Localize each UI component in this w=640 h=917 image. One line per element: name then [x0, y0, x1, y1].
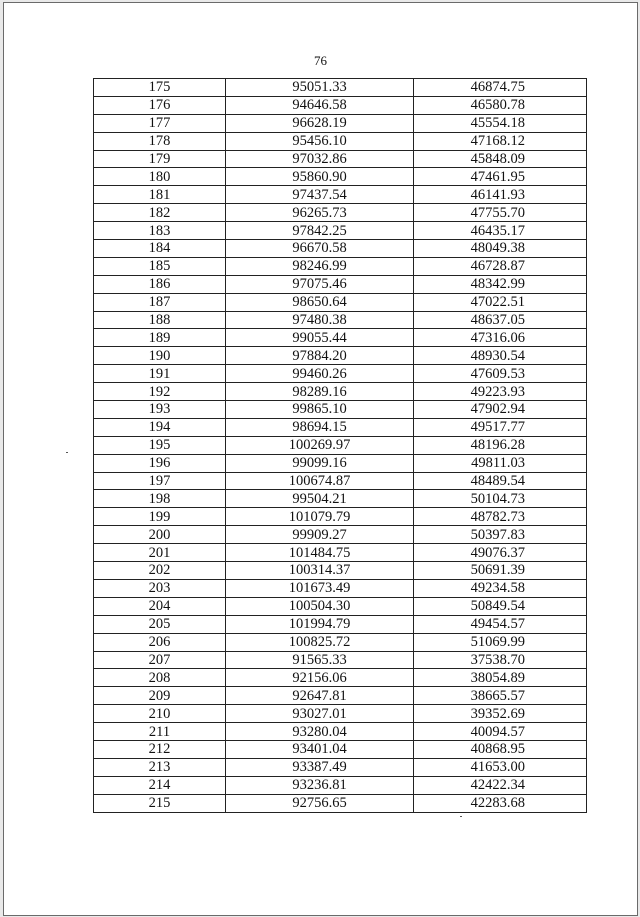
index-cell: 190 [94, 347, 226, 365]
value-cell-a: 96628.19 [226, 114, 414, 132]
value-cell-a: 93280.04 [226, 723, 414, 741]
index-cell: 202 [94, 562, 226, 580]
value-cell-b: 48782.73 [414, 508, 587, 526]
value-cell-a: 98650.64 [226, 293, 414, 311]
value-cell-a: 97075.46 [226, 275, 414, 293]
table-row [94, 168, 587, 186]
index-cell: 212 [94, 740, 226, 758]
table-row [94, 651, 587, 669]
index-cell: 182 [94, 204, 226, 222]
table-row [94, 597, 587, 615]
value-cell-b: 47022.51 [414, 293, 587, 311]
value-cell-a: 96265.73 [226, 204, 414, 222]
value-cell-b: 50691.39 [414, 562, 587, 580]
table-row [94, 311, 587, 329]
table-row [94, 472, 587, 490]
table-row [94, 633, 587, 651]
index-cell: 213 [94, 758, 226, 776]
value-cell-b: 37538.70 [414, 651, 587, 669]
table-row [94, 508, 587, 526]
index-cell: 180 [94, 168, 226, 186]
page-number: 76 [314, 53, 327, 68]
value-cell-b: 46435.17 [414, 222, 587, 240]
value-cell-a: 99460.26 [226, 365, 414, 383]
value-cell-a: 91565.33 [226, 651, 414, 669]
index-cell: 199 [94, 508, 226, 526]
value-cell-b: 50104.73 [414, 490, 587, 508]
index-cell: 215 [94, 794, 226, 812]
value-cell-b: 40094.57 [414, 723, 587, 741]
index-cell: 195 [94, 436, 226, 454]
index-cell: 183 [94, 222, 226, 240]
table-row [94, 365, 587, 383]
value-cell-b: 46874.75 [414, 79, 587, 97]
value-cell-a: 98246.99 [226, 257, 414, 275]
document-page [3, 2, 638, 916]
index-cell: 197 [94, 472, 226, 490]
index-cell: 187 [94, 293, 226, 311]
value-cell-a: 101079.79 [226, 508, 414, 526]
index-cell: 185 [94, 257, 226, 275]
value-cell-a: 93401.04 [226, 740, 414, 758]
table-row [94, 79, 587, 97]
table-row [94, 740, 587, 758]
value-cell-a: 93387.49 [226, 758, 414, 776]
value-cell-b: 50849.54 [414, 597, 587, 615]
value-cell-b: 49223.93 [414, 383, 587, 401]
table-row [94, 454, 587, 472]
index-cell: 201 [94, 544, 226, 562]
index-cell: 175 [94, 79, 226, 97]
table-row [94, 687, 587, 705]
value-cell-b: 49454.57 [414, 615, 587, 633]
table-row [94, 114, 587, 132]
value-cell-a: 93027.01 [226, 705, 414, 723]
value-cell-b: 48049.38 [414, 240, 587, 258]
value-cell-b: 48342.99 [414, 275, 587, 293]
value-cell-b: 41653.00 [414, 758, 587, 776]
table-row [94, 150, 587, 168]
value-cell-b: 47316.06 [414, 329, 587, 347]
value-cell-a: 95051.33 [226, 79, 414, 97]
table-row [94, 544, 587, 562]
value-cell-b: 48637.05 [414, 311, 587, 329]
scan-speck [66, 452, 68, 453]
index-cell: 177 [94, 114, 226, 132]
table-row [94, 293, 587, 311]
value-cell-b: 40868.95 [414, 740, 587, 758]
table-row [94, 562, 587, 580]
index-cell: 181 [94, 186, 226, 204]
value-cell-b: 47609.53 [414, 365, 587, 383]
value-cell-a: 97032.86 [226, 150, 414, 168]
table-row [94, 705, 587, 723]
value-cell-a: 98289.16 [226, 383, 414, 401]
table-row [94, 526, 587, 544]
value-cell-b: 50397.83 [414, 526, 587, 544]
value-cell-b: 48930.54 [414, 347, 587, 365]
value-cell-a: 97884.20 [226, 347, 414, 365]
value-cell-b: 48489.54 [414, 472, 587, 490]
index-cell: 194 [94, 418, 226, 436]
table-row [94, 329, 587, 347]
table-row [94, 383, 587, 401]
value-cell-a: 100269.97 [226, 436, 414, 454]
value-cell-a: 100825.72 [226, 633, 414, 651]
value-cell-b: 47902.94 [414, 401, 587, 419]
value-cell-b: 45554.18 [414, 114, 587, 132]
index-cell: 178 [94, 132, 226, 150]
value-cell-b: 48196.28 [414, 436, 587, 454]
value-cell-a: 92647.81 [226, 687, 414, 705]
value-cell-a: 94646.58 [226, 96, 414, 114]
value-cell-a: 99099.16 [226, 454, 414, 472]
value-cell-a: 100314.37 [226, 562, 414, 580]
value-cell-b: 49234.58 [414, 579, 587, 597]
value-cell-a: 101994.79 [226, 615, 414, 633]
scan-speck [460, 816, 462, 817]
table-row [94, 132, 587, 150]
index-cell: 214 [94, 776, 226, 794]
index-cell: 179 [94, 150, 226, 168]
value-cell-a: 99504.21 [226, 490, 414, 508]
table-row [94, 240, 587, 258]
value-cell-a: 92156.06 [226, 669, 414, 687]
table-row [94, 723, 587, 741]
index-cell: 193 [94, 401, 226, 419]
table-row [94, 579, 587, 597]
table-row [94, 204, 587, 222]
value-cell-b: 38054.89 [414, 669, 587, 687]
index-cell: 184 [94, 240, 226, 258]
index-cell: 208 [94, 669, 226, 687]
index-cell: 192 [94, 383, 226, 401]
index-cell: 196 [94, 454, 226, 472]
value-cell-b: 38665.57 [414, 687, 587, 705]
value-cell-b: 45848.09 [414, 150, 587, 168]
value-cell-a: 100504.30 [226, 597, 414, 615]
value-cell-a: 96670.58 [226, 240, 414, 258]
value-cell-b: 46728.87 [414, 257, 587, 275]
table-row [94, 794, 587, 812]
index-cell: 204 [94, 597, 226, 615]
index-cell: 205 [94, 615, 226, 633]
index-cell: 186 [94, 275, 226, 293]
table-row [94, 615, 587, 633]
value-cell-b: 47755.70 [414, 204, 587, 222]
table-body [94, 79, 587, 813]
value-cell-a: 99865.10 [226, 401, 414, 419]
value-cell-a: 97480.38 [226, 311, 414, 329]
value-cell-a: 95456.10 [226, 132, 414, 150]
index-cell: 191 [94, 365, 226, 383]
index-cell: 189 [94, 329, 226, 347]
value-cell-a: 97842.25 [226, 222, 414, 240]
table-row [94, 96, 587, 114]
value-cell-b: 42422.34 [414, 776, 587, 794]
data-table [93, 78, 587, 813]
value-cell-b: 49076.37 [414, 544, 587, 562]
value-cell-b: 49517.77 [414, 418, 587, 436]
value-cell-a: 99909.27 [226, 526, 414, 544]
value-cell-b: 46141.93 [414, 186, 587, 204]
value-cell-a: 95860.90 [226, 168, 414, 186]
index-cell: 209 [94, 687, 226, 705]
index-cell: 207 [94, 651, 226, 669]
index-cell: 198 [94, 490, 226, 508]
value-cell-a: 92756.65 [226, 794, 414, 812]
index-cell: 203 [94, 579, 226, 597]
value-cell-a: 97437.54 [226, 186, 414, 204]
value-cell-a: 101673.49 [226, 579, 414, 597]
table-row [94, 186, 587, 204]
table-row [94, 222, 587, 240]
value-cell-b: 49811.03 [414, 454, 587, 472]
index-cell: 176 [94, 96, 226, 114]
index-cell: 210 [94, 705, 226, 723]
table-row [94, 669, 587, 687]
value-cell-b: 47461.95 [414, 168, 587, 186]
value-cell-a: 99055.44 [226, 329, 414, 347]
value-cell-a: 101484.75 [226, 544, 414, 562]
table-row [94, 347, 587, 365]
table-row [94, 776, 587, 794]
value-cell-b: 39352.69 [414, 705, 587, 723]
value-cell-a: 100674.87 [226, 472, 414, 490]
index-cell: 211 [94, 723, 226, 741]
index-cell: 188 [94, 311, 226, 329]
table-row [94, 257, 587, 275]
index-cell: 200 [94, 526, 226, 544]
value-cell-b: 42283.68 [414, 794, 587, 812]
table-row [94, 418, 587, 436]
table-row [94, 401, 587, 419]
value-cell-b: 51069.99 [414, 633, 587, 651]
table-row [94, 490, 587, 508]
table-row [94, 436, 587, 454]
value-cell-a: 93236.81 [226, 776, 414, 794]
index-cell: 206 [94, 633, 226, 651]
table-row [94, 758, 587, 776]
table-row [94, 275, 587, 293]
value-cell-b: 47168.12 [414, 132, 587, 150]
value-cell-a: 98694.15 [226, 418, 414, 436]
value-cell-b: 46580.78 [414, 96, 587, 114]
